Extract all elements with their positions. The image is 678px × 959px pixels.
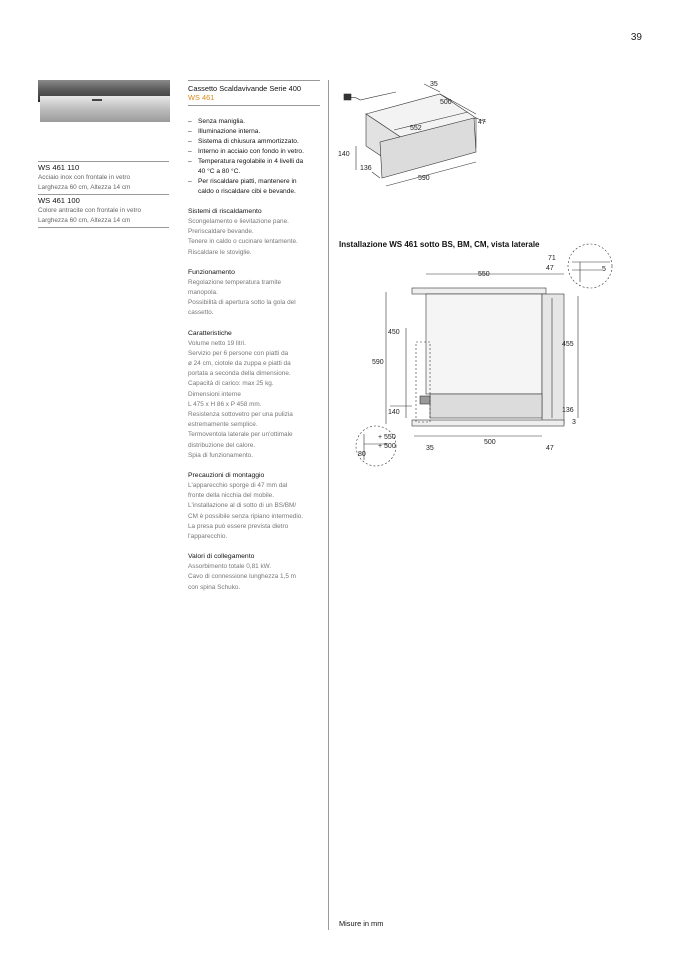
dim-label: + 500: [378, 443, 396, 450]
product-model: WS 461: [188, 93, 215, 102]
variant-desc: Colore antracite con frontale in vetro: [38, 207, 142, 214]
dim-label: 136: [360, 165, 372, 172]
dim-label: 47: [478, 119, 486, 126]
page-number: 39: [630, 32, 642, 43]
installation-title: Installazione WS 461 sotto BS, BM, CM, vista laterale: [339, 240, 540, 249]
variant-item: [38, 161, 169, 193]
column-divider: [328, 80, 329, 930]
dim-label: 47: [546, 445, 554, 452]
dim-label: 590: [418, 175, 430, 182]
spec-section: Funzionamento Regolazione temperatura tramite manopola. Possibilità di apertura sotto la gola del cassetto.: [188, 268, 320, 319]
dim-label: 455: [562, 341, 574, 348]
dimension-drawing: [336, 78, 496, 188]
dim-label: 500: [484, 439, 496, 446]
feature-item: – Per riscaldare piatti, mantenere in caldo o riscaldare cibi e bevande.: [188, 178, 297, 195]
variant-item: [38, 194, 169, 226]
variant-desc: Acciaio inox con frontale in vetro: [38, 174, 131, 181]
feature-item: – Interno in acciaio con fondo in vetro.: [188, 148, 304, 155]
product-image: [38, 80, 170, 124]
product-details: [188, 80, 320, 593]
dim-label: 590: [372, 359, 384, 366]
feature-item: – Senza maniglia.: [188, 118, 245, 125]
dim-label: 140: [388, 409, 400, 416]
variant-desc: Larghezza 60 cm, Altezza 14 cm: [38, 217, 131, 224]
dim-label: + 550: [378, 434, 396, 441]
dim-label: 80: [358, 451, 366, 458]
dim-label: 3: [572, 419, 576, 426]
section-heading: Funzionamento: [188, 268, 235, 276]
dim-label: 35: [426, 445, 434, 452]
section-heading: Caratteristiche: [188, 329, 232, 337]
feature-list: [188, 117, 320, 197]
footer-note: Misure in mm: [339, 919, 384, 928]
dim-label: 136: [562, 407, 574, 414]
product-title: Cassetto Scaldavivande Serie 400: [188, 84, 301, 93]
dim-label: 450: [388, 329, 400, 336]
feature-item: – Temperatura regolabile in 4 livelli da 40 °C a 80 °C.: [188, 158, 304, 175]
variant-list: [38, 161, 169, 228]
dim-label: 552: [410, 125, 422, 132]
feature-item: – Illuminazione interna.: [188, 128, 261, 135]
dim-label: 71: [548, 255, 556, 262]
dim-label: 140: [338, 151, 350, 158]
spec-section: Sistemi di riscaldamento Scongelamento e lievitazione pane. Preriscaldare bevande. Tenere in caldo o cucinare lentamente. Riscaldare le stoviglie.: [188, 207, 320, 258]
section-heading: Precauzioni di montaggio: [188, 472, 265, 480]
variant-code: WS 461 110: [38, 163, 80, 172]
spec-section: Precauzioni di montaggio L'apparecchio sporge di 47 mm dal fronte della nicchia del mobile. L'installazione al di sotto di un BS/BM/ CM è possibile senza ripiano intermedio. La presa può essere prevista dietro l'apparecchio.: [188, 471, 320, 542]
section-heading: Valori di collegamento: [188, 553, 255, 561]
dim-label: 5: [602, 266, 606, 273]
dim-label: 550: [478, 271, 490, 278]
variant-desc: Larghezza 60 cm, Altezza 14 cm: [38, 184, 131, 191]
dim-label: 47: [546, 265, 554, 272]
feature-item: – Sistema di chiusura ammortizzato.: [188, 138, 299, 145]
section-heading: Sistemi di riscaldamento: [188, 208, 262, 215]
installation-drawing: [350, 238, 620, 470]
dim-label: 35: [430, 81, 438, 88]
product-title-block: [188, 80, 320, 106]
spec-section: Caratteristiche Volume netto 19 litri. Servizio per 6 persone con piatti da ø 24 cm, ciotole da zuppa e piatti da portata a seconda della dimensione. Capacità di carico: max 25 kg. Dimensioni interne L 475 x H 86 x P 458 mm. Resistenza sottovetro per una pulizia estremamente semplice. Termoventola laterale per un'ottimale distribuzione del calore. Spia di funzionamento.: [188, 329, 320, 461]
spec-section: Valori di collegamento Assorbimento totale 0,81 kW. Cavo di connessione lunghezza 1,5 m con spina Schuko.: [188, 552, 320, 593]
variant-code: WS 461 100: [38, 196, 80, 205]
dim-label: 500: [440, 99, 452, 106]
